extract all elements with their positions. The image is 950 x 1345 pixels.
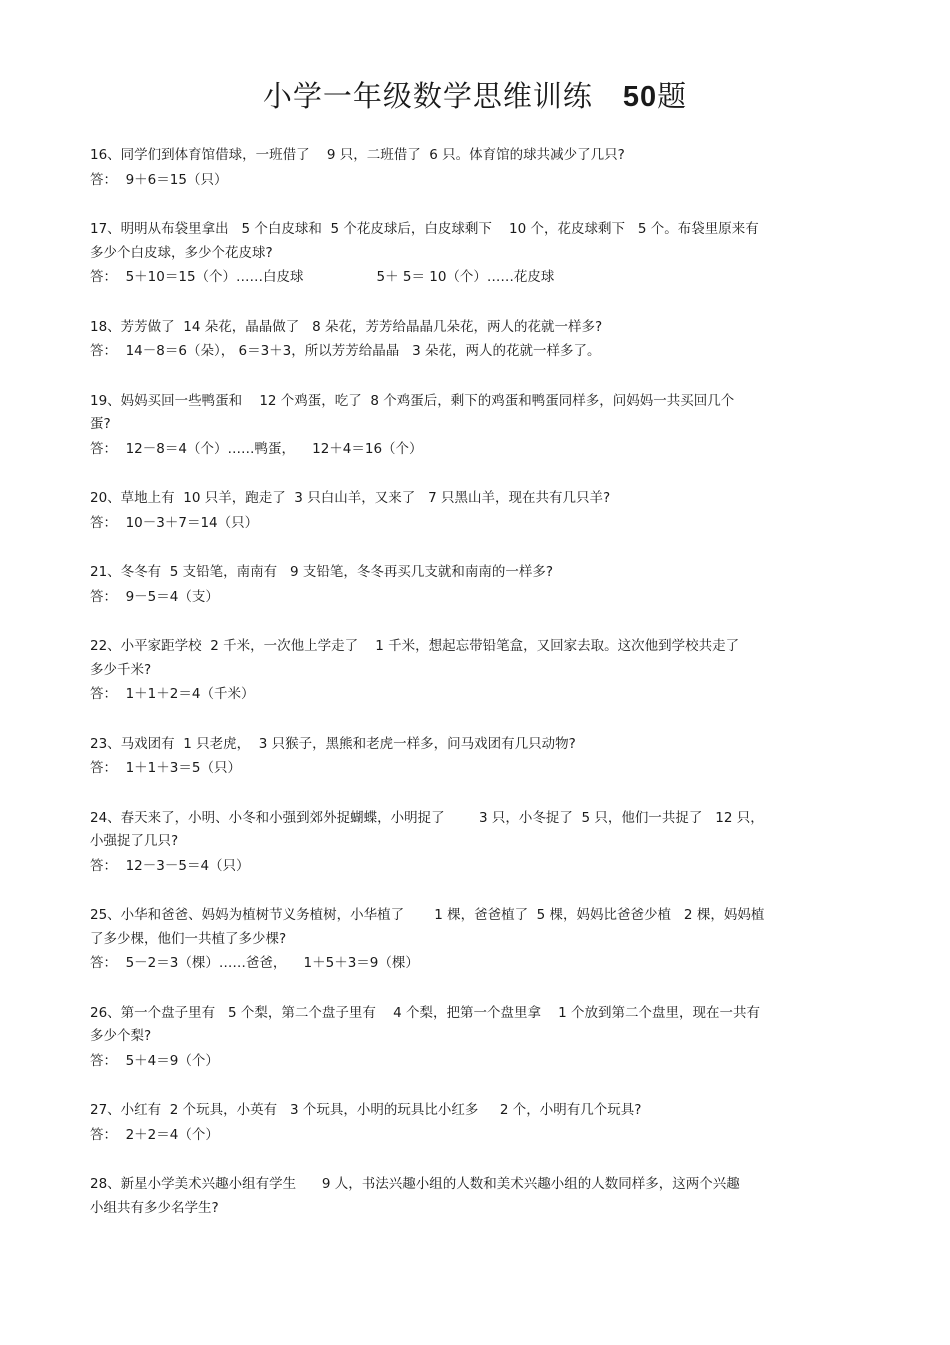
question-answer: 答： 12－3－5＝4（只） xyxy=(90,857,250,874)
question-item-28 xyxy=(90,1173,860,1220)
question-text: 28、新星小学美术兴趣小组有学生 9 人，书法兴趣小组的人数和美术兴趣小组的人数同样多，这两个兴趣 小组共有多少名学生? xyxy=(90,1176,740,1216)
question-item-25 xyxy=(90,904,860,976)
question-text: 26、第一个盘子里有 5 个梨，第二个盘子里有 4 个梨，把第一个盘里拿 1 个放到第二个盘里，现在一共有 多少个梨? xyxy=(90,1004,761,1044)
question-text: 19、妈妈买回一些鸭蛋和 12 个鸡蛋，吃了 8 个鸡蛋后，剩下的鸡蛋和鸭蛋同样多，问妈妈一共买回几个 蛋? xyxy=(90,392,735,432)
question-item-27 xyxy=(90,1099,860,1147)
question-item-26 xyxy=(90,1002,860,1074)
question-item-23 xyxy=(90,733,860,781)
question-answer: 答： 9－5＝4（支） xyxy=(90,588,219,605)
question-item-24 xyxy=(90,807,860,879)
question-text: 17、明明从布袋里拿出 5 个白皮球和 5 个花皮球后，白皮球剩下 10 个，花皮球剩下 5 个。布袋里原来有 多少个白皮球，多少个花皮球? xyxy=(90,221,759,261)
page-title xyxy=(0,76,950,117)
question-text: 24、春天来了，小明、小冬和小强到郊外捉蝴蝶，小明捉了 3 只，小冬捉了 5 只，他们一共捉了 12 只， 小强捉了几只? xyxy=(90,809,764,849)
question-answer: 答： 5＋4＝9（个） xyxy=(90,1052,219,1069)
title-number: 50 xyxy=(622,81,658,113)
question-text: 22、小平家距学校 2 千米，一次他上学走了 1 千米，想起忘带铅笔盒，又回家去取。这次他到学校共走了 多少千米? xyxy=(90,638,740,678)
question-item-21 xyxy=(90,561,860,609)
question-item-22 xyxy=(90,635,860,707)
question-item-17 xyxy=(90,218,860,290)
question-list xyxy=(90,144,860,1246)
title-suffix: 题 xyxy=(657,79,688,113)
question-answer: 答： 5＋10＝15（个）……白皮球 5＋ 5＝ 10（个）……花皮球 xyxy=(90,269,555,285)
question-text: 16、同学们到体育馆借球，一班借了 9 只，二班借了 6 只。体育馆的球共减少了几只? xyxy=(90,147,625,163)
question-answer: 答： 5－2＝3（棵）……爸爸， 1＋5＋3＝9（棵） xyxy=(90,955,419,971)
question-text: 27、小红有 2 个玩具，小英有 3 个玩具，小明的玩具比小红多 2 个，小明有几个玩具? xyxy=(90,1102,642,1118)
question-text: 23、马戏团有 1 只老虎， 3 只猴子，黑熊和老虎一样多，问马戏团有几只动物? xyxy=(90,735,576,752)
question-answer: 答： 1＋1＋2＝4（千米） xyxy=(90,686,255,702)
question-item-16 xyxy=(90,144,860,192)
question-answer: 答： 12－8＝4（个）……鸭蛋， 12＋4＝16（个） xyxy=(90,440,423,457)
question-answer: 答： 10－3＋7＝14（只） xyxy=(90,514,259,531)
question-text: 18、芳芳做了 14 朵花，晶晶做了 8 朵花，芳芳给晶晶几朵花，两人的花就一样多? xyxy=(90,318,603,335)
title-text: 小学一年级数学思维训练 xyxy=(262,79,593,113)
question-answer: 答： 1＋1＋3＝5（只） xyxy=(90,760,241,776)
question-text: 20、草地上有 10 只羊，跑走了 3 只白山羊，又来了 7 只黑山羊，现在共有几只羊? xyxy=(90,490,611,506)
question-answer: 答： 9＋6＝15（只） xyxy=(90,171,228,188)
question-item-20 xyxy=(90,487,860,535)
question-item-19 xyxy=(90,390,860,462)
question-answer: 答： 2＋2＝4（个） xyxy=(90,1126,219,1143)
question-answer: 答： 14－8＝6（朵）， 6＝3＋3，所以芳芳给晶晶 3 朵花，两人的花就一样多了。 xyxy=(90,343,601,359)
question-item-18 xyxy=(90,316,860,364)
question-text: 25、小华和爸爸、妈妈为植树节义务植树，小华植了 1 棵，爸爸植了 5 棵，妈妈比爸爸少植 2 棵，妈妈植 了多少棵，他们一共植了多少棵? xyxy=(90,907,765,947)
question-text: 21、冬冬有 5 支铅笔，南南有 9 支铅笔，冬冬再买几支就和南南的一样多? xyxy=(90,564,554,580)
